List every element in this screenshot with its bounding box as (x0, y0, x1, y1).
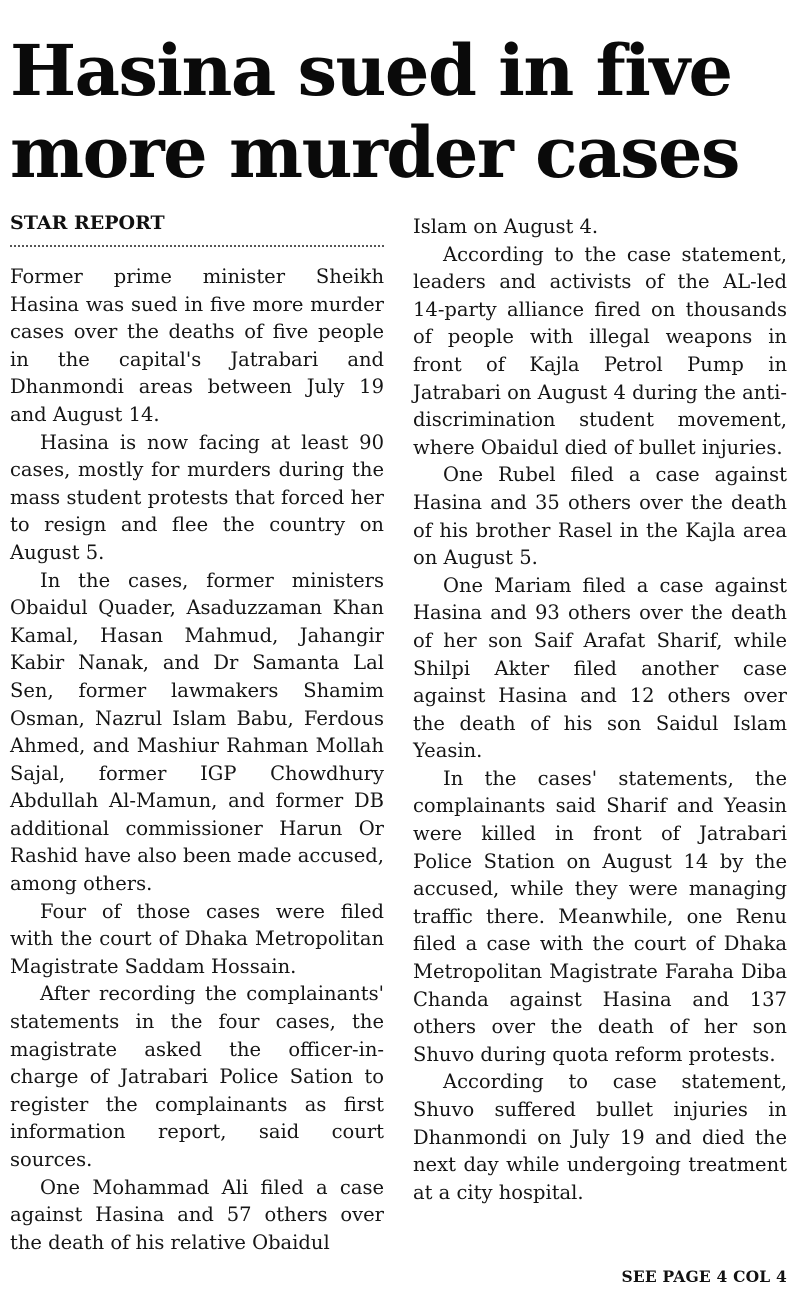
paragraph: Hasina is now facing at least 90 cases, mostly for murders during the mass student protests that forced her to resign and flee the country on August 5. (10, 430, 384, 564)
paragraph: One Mohammad Ali filed a case against Hasina and 57 others over the death of his relative Obaidul (10, 1175, 384, 1254)
paragraph: After recording the complainants' statements in the four cases, the magistrate asked the officer-in-charge of Jatrabari Police Sation to register the complainants as first information report, said court sources. (10, 982, 384, 1171)
paragraph: Four of those cases were filed with the court of Dhaka Metropolitan Magistrate Saddam Hossain. (10, 899, 384, 978)
paragraph-continued: Islam on August 4. (413, 215, 599, 238)
article-column-left (10, 263, 384, 1256)
paragraph: According to case statement, Shuvo suffered bullet injuries in Dhanmondi on July 19 and died the next day while undergoing treatment at a city hospital. (413, 1070, 787, 1204)
article-column-right (413, 213, 787, 1206)
headline (10, 30, 790, 194)
paragraph: In the cases, former ministers Obaidul Quader, Asaduzzaman Khan Kamal, Hasan Mahmud, Jahangir Kabir Nanak, and Dr Samanta Lal Sen, former lawmakers Shamim Osman, Nazrul Islam Babu, Ferdous Ahmed, and Mashiur Rahman Mollah Sajal, former IGP Chowdhury Abdullah Al-Mamun, and former DB additional commissioner Harun Or Rashid have also been made accused, among others. (10, 568, 384, 896)
paragraph: Former prime minister Sheikh Hasina was sued in five more murder cases over the deaths of five people in the capital's Jatrabari and Dhanmondi areas between July 19 and August 14. (10, 265, 384, 426)
paragraph: According to the case statement, leaders and activists of the AL-led 14-party alliance fired on thousands of people with illegal weapons in front of Kajla Petrol Pump in Jatrabari on August 4 during the anti-discrimination student movement, where Obaidul died of bullet injuries. (413, 242, 787, 459)
byline: STAR REPORT (10, 212, 165, 234)
paragraph: One Mariam filed a case against Hasina and 93 others over the death of her son Saif Arafat Sharif, while Shilpi Akter filed another case against Hasina and 12 others over the death of his son Saidul Islam Yeasin. (413, 573, 787, 763)
byline-divider (10, 245, 384, 247)
continued-on-page-link: SEE PAGE 4 COL 4 (621, 1267, 787, 1286)
paragraph: In the cases' statements, the complainants said Sharif and Yeasin were killed in front of Jatrabari Police Station on August 14 by the accused, while they were managing traffic there. Meanwhile, one Renu filed a case with the court of Dhaka Metropolitan Magistrate Faraha Diba Chanda against Hasina and 137 others over the death of her son Shuvo during quota reform protests. (413, 766, 787, 1066)
headline-line-2: more murder cases (10, 111, 739, 194)
headline-line-1: Hasina sued in five (10, 29, 732, 112)
paragraph: One Rubel filed a case against Hasina and 35 others over the death of his brother Rasel in the Kajla area on August 5. (413, 463, 787, 570)
